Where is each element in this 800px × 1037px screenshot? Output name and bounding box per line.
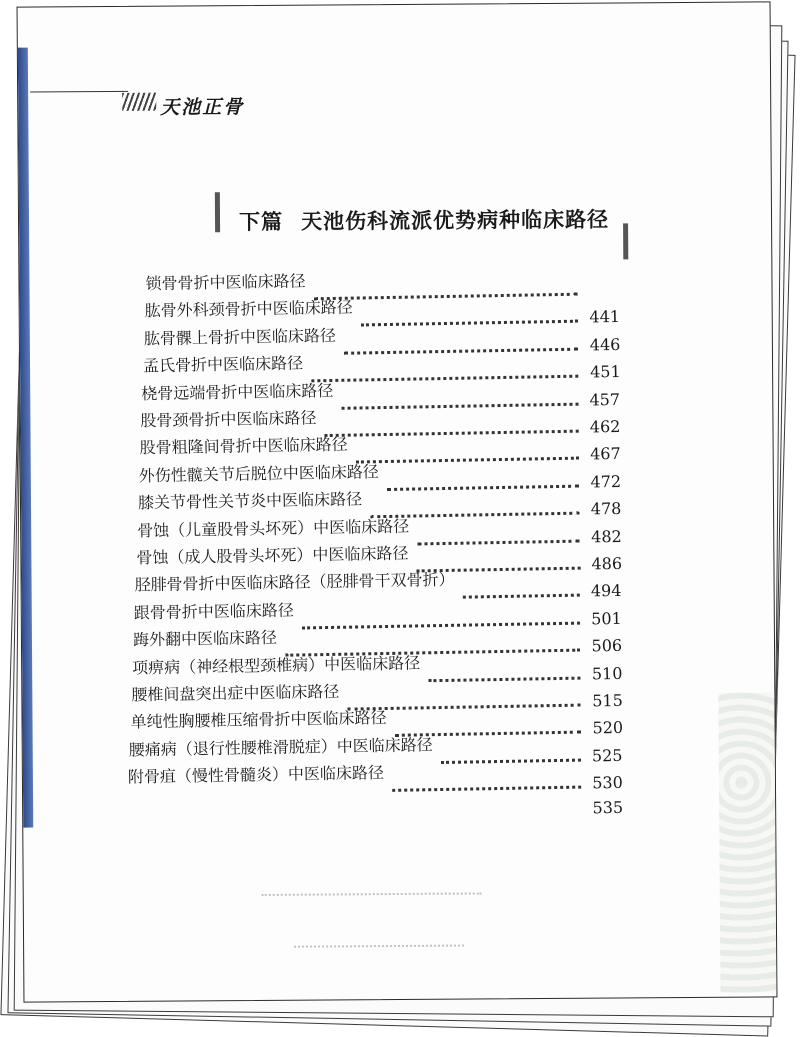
toc-entry-page: 441 xyxy=(589,307,621,327)
toc-entry[interactable] xyxy=(129,729,624,766)
toc-entry-title: 外伤性髋关节后脱位中医临床路径 xyxy=(138,461,379,486)
toc-entry-page: 510 xyxy=(591,663,623,683)
toc-entry-title: 踇外翻中医临床路径 xyxy=(132,628,278,650)
toc-entry-title: 股骨颈骨折中医临床路径 xyxy=(140,408,317,431)
toc-entry-title: 膝关节骨性关节炎中医临床路径 xyxy=(137,489,362,513)
toc-entry[interactable] xyxy=(139,427,621,464)
toc-entry-page: 478 xyxy=(590,499,622,519)
toc-entry-title: 附骨疽（慢性骨髓炎）中医临床路径 xyxy=(128,763,385,787)
toc-entry-title: 孟氏骨折中医临床路径 xyxy=(142,353,303,376)
toc-entry-page: 506 xyxy=(591,636,623,656)
toc-entry[interactable] xyxy=(128,756,624,793)
toc-entry-title: 跟骨骨折中医临床路径 xyxy=(133,600,295,623)
toc-entry-title: 项痹病（神经根型颈椎病）中医临床路径 xyxy=(131,652,421,678)
section-title-text: 天池伤科流派优势病种临床路径 xyxy=(300,206,610,234)
toc-entry[interactable] xyxy=(130,674,623,711)
section-part-label: 下篇 xyxy=(238,208,284,235)
toc-entry-title: 锁骨骨折中医临床路径 xyxy=(145,271,306,294)
toc-entry-page: 525 xyxy=(592,745,624,766)
toc-entry[interactable] xyxy=(140,400,621,437)
toc-entry-page: 486 xyxy=(590,553,622,574)
table-of-contents xyxy=(18,2,777,1001)
toc-entry-page: 535 xyxy=(592,797,624,817)
toc-entry[interactable] xyxy=(144,290,621,327)
toc-entry-page: 462 xyxy=(589,416,621,437)
toc-entry-title: 桡骨远端骨折中医临床路径 xyxy=(141,380,334,403)
toc-entry-page: 457 xyxy=(589,389,621,410)
toc-entry-title: 单纯性胸腰椎压缩骨折中医临床路径 xyxy=(129,708,387,732)
toc-entry-title: 骨蚀（儿童股骨头坏死）中医临床路径 xyxy=(136,516,409,540)
toc-entry[interactable] xyxy=(136,509,622,547)
toc-entry-page: 451 xyxy=(589,362,621,382)
toc-entry-page: 482 xyxy=(590,526,622,547)
toc-entry[interactable] xyxy=(141,373,621,410)
toc-entry[interactable] xyxy=(129,701,623,738)
toc-entry-title: 腰痛病（退行性腰椎滑脱症）中医临床路径 xyxy=(129,734,434,760)
book-page xyxy=(17,1,778,1002)
toc-entry-title: 肱骨髁上骨折中医临床路径 xyxy=(143,325,336,349)
toc-entry[interactable] xyxy=(138,455,622,492)
toc-entry-title: 骨蚀（成人股骨头坏死）中医临床路径 xyxy=(135,543,409,568)
toc-entry[interactable] xyxy=(135,537,622,574)
toc-entry-page: 515 xyxy=(591,690,623,711)
toc-entry-title: 胫腓骨骨折中医临床路径（胫腓骨干双骨折） xyxy=(134,570,456,595)
toc-entry[interactable] xyxy=(134,564,622,601)
running-header-title: 天池正骨 xyxy=(160,96,245,119)
toc-entry-page: 446 xyxy=(589,334,621,355)
toc-entry-title: 肱骨外科颈骨折中医临床路径 xyxy=(144,298,353,321)
toc-entry-page: 494 xyxy=(591,581,622,601)
toc-entry[interactable] xyxy=(143,318,621,355)
toc-entry-title: 股骨粗隆间骨折中医临床路径 xyxy=(139,435,348,458)
toc-entry-page: 467 xyxy=(590,444,621,464)
toc-entry[interactable] xyxy=(132,619,623,656)
toc-entry-title: 腰椎间盘突出症中医临床路径 xyxy=(130,681,340,705)
toc-entry-page: 530 xyxy=(592,773,624,793)
toc-entry-page: 472 xyxy=(590,471,622,492)
toc-entry-page: 501 xyxy=(591,608,623,629)
toc-entry[interactable] xyxy=(142,345,621,382)
toc-entry[interactable] xyxy=(137,482,622,519)
toc-entry[interactable] xyxy=(145,263,619,294)
toc-entry-page: 520 xyxy=(592,718,623,738)
toc-entry[interactable] xyxy=(133,592,623,629)
